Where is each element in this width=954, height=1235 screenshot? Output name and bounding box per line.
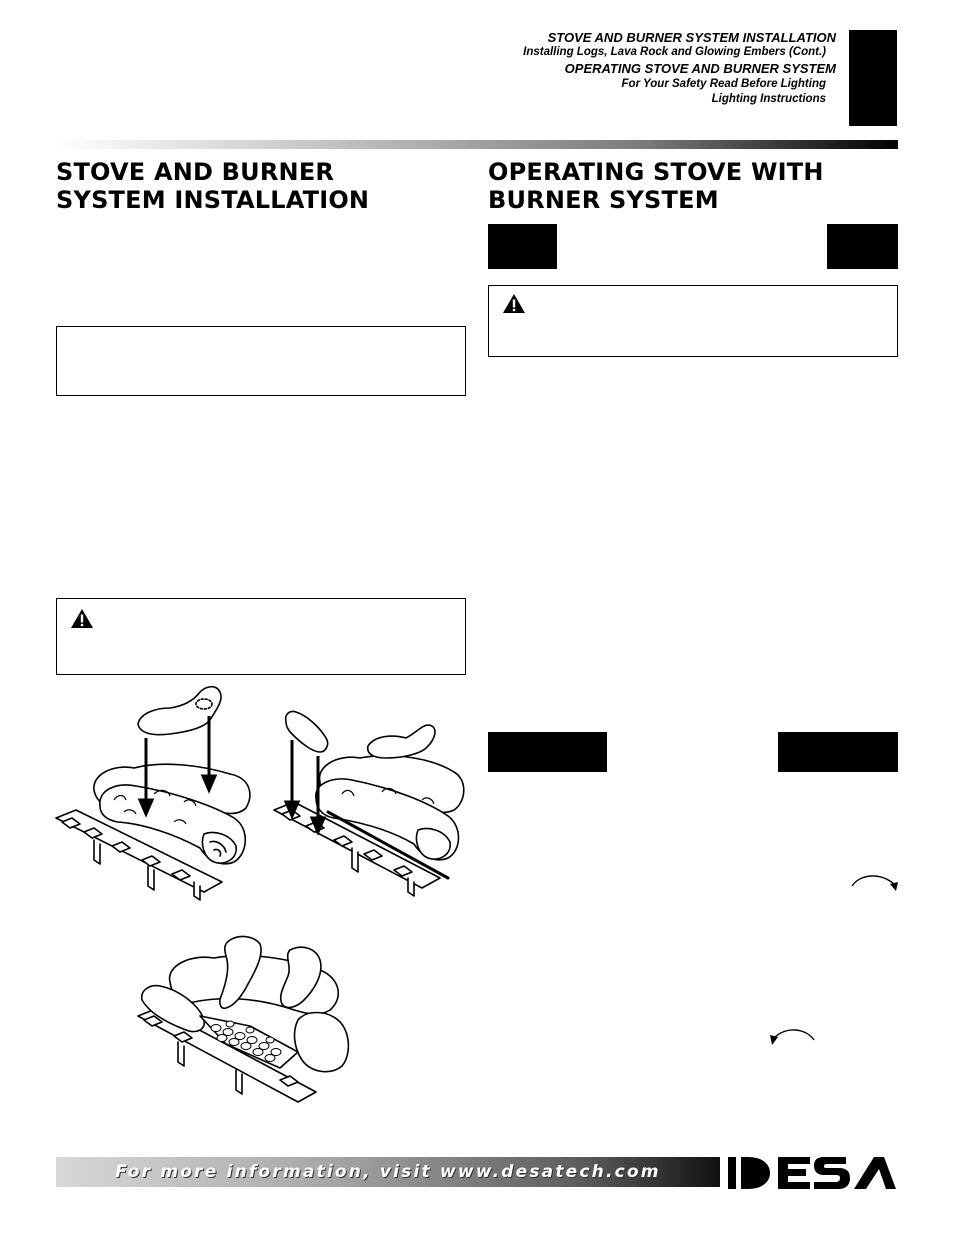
- header-rule: [56, 140, 898, 149]
- warning-triangle-icon: [70, 608, 94, 629]
- warning-triangle-icon: [502, 293, 526, 314]
- left-section-title: STOVE AND BURNER SYSTEM INSTALLATION: [56, 158, 370, 214]
- header-line-4: For Your Safety Read Before Lighting: [621, 78, 826, 90]
- footer-website-text[interactable]: For more information, visit www.desatech.com: [115, 1162, 661, 1182]
- header-line-3: OPERATING STOVE AND BURNER SYSTEM: [564, 61, 836, 76]
- desa-logo-mark: [726, 1155, 898, 1191]
- notice-box: [56, 326, 466, 396]
- clockwise-arrow-icon: [850, 872, 900, 894]
- log-placement-illustration-2: [272, 682, 468, 904]
- section-tab: [849, 30, 897, 126]
- header-line-5: Lighting Instructions: [711, 93, 826, 105]
- lighting-header-block-right: [778, 732, 898, 772]
- header-line-1: STOVE AND BURNER SYSTEM INSTALLATION: [547, 30, 836, 45]
- right-section-title: OPERATING STOVE WITH BURNER SYSTEM: [488, 158, 824, 214]
- desa-logo: [726, 1155, 898, 1191]
- left-warning-box: [56, 598, 466, 675]
- footer-bar: [56, 1157, 720, 1187]
- log-placement-illustration-1: [54, 682, 266, 904]
- header-line-2: Installing Logs, Lava Rock and Glowing Embers (Cont.): [523, 46, 826, 58]
- signal-block-left: [488, 224, 557, 269]
- signal-block-right: [827, 224, 898, 269]
- lighting-header-block-left: [488, 732, 607, 772]
- lava-rock-illustration: [130, 930, 366, 1112]
- counterclockwise-arrow-icon: [768, 1026, 818, 1048]
- right-warning-box: [488, 285, 898, 357]
